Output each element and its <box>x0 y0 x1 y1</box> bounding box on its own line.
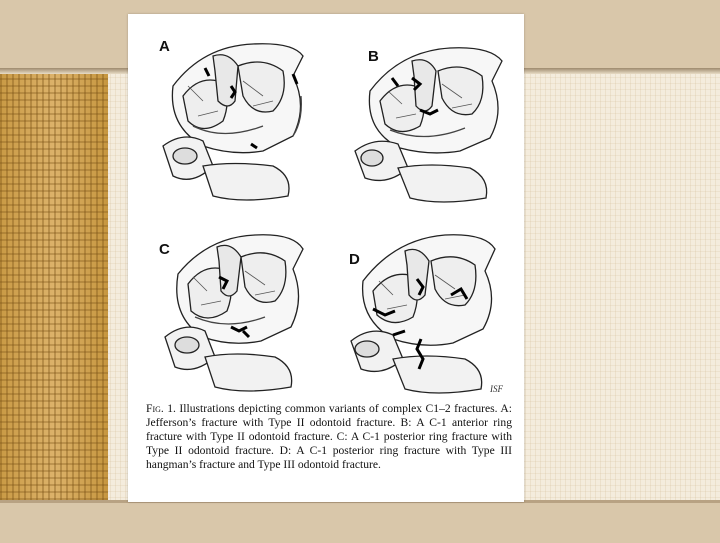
artist-signature: ISF <box>490 384 503 394</box>
panel-label-d: D <box>349 251 360 268</box>
panel-a <box>143 26 318 211</box>
figure-card <box>128 14 524 502</box>
panel-d <box>333 219 508 404</box>
panel-label-b: B <box>368 48 379 65</box>
panel-label-a: A <box>159 38 170 55</box>
vertebra-illustration-b <box>340 26 515 211</box>
panel-b <box>340 26 515 211</box>
panel-label-c: C <box>159 241 170 258</box>
panel-c <box>143 219 318 404</box>
caption-text: Illustrations depicting common variants of complex C1–2 fractures. A: Jefferson’s fracture with Type II odontoid fracture. B: A C-1 anterior ring fracture with Type II odontoid fracture. C: A C-1 posterior ring fracture with Type II odontoid fracture. D: A C-1 posterior ring fracture with Type III hangman’s fracture and Type III odontoid fracture. <box>146 402 512 471</box>
caption-prefix: Fig. 1. <box>146 402 176 415</box>
footer-band <box>0 500 720 543</box>
decorative-wood-strip <box>0 74 108 500</box>
figure-caption <box>146 402 512 472</box>
vertebra-illustration-d <box>333 219 508 404</box>
